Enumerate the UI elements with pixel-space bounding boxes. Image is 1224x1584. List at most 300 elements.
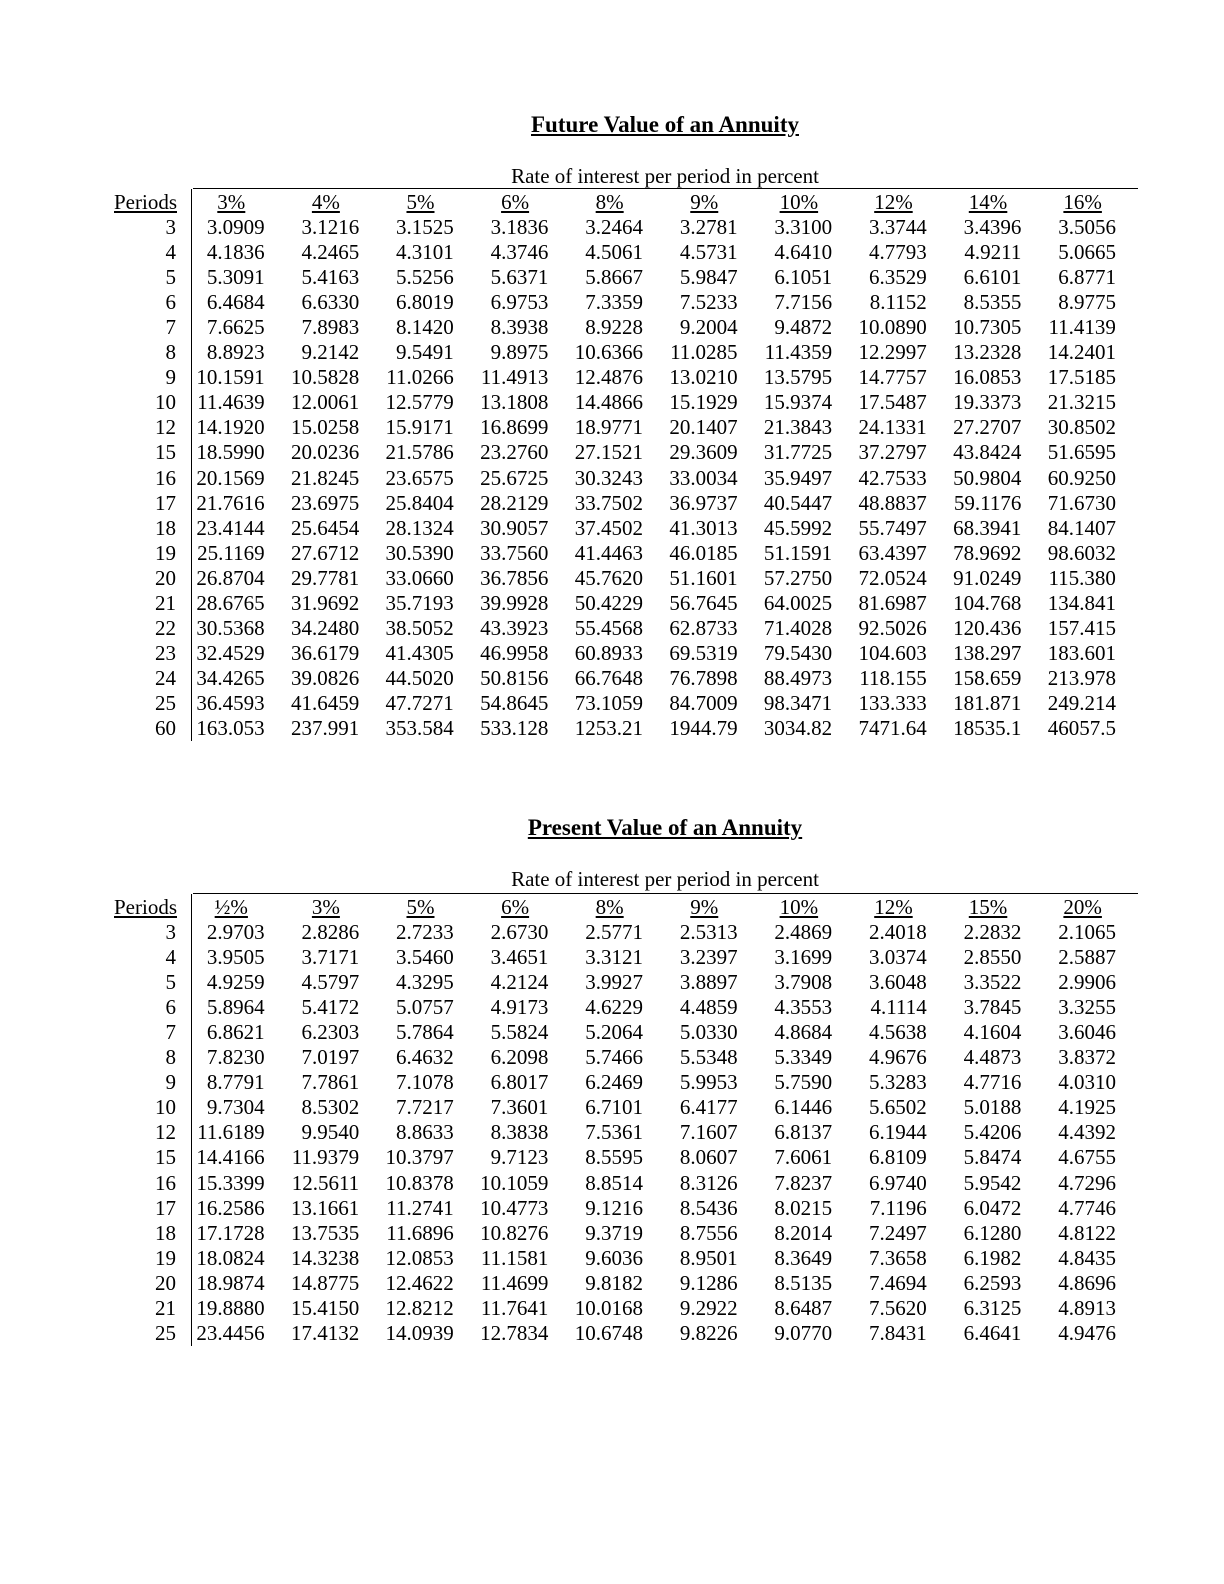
- value-cell: 5.0757: [396, 995, 454, 1020]
- value-cell: 8.3838: [490, 1120, 549, 1145]
- table-header-row: [114, 895, 1130, 920]
- value-cell: 5.3283: [869, 1070, 927, 1095]
- value-cell: 7.8237: [774, 1170, 833, 1195]
- value-cell: 11.1581: [480, 1245, 549, 1270]
- period-cell: 4: [165, 240, 176, 265]
- value-cell: 17.5185: [1047, 365, 1116, 390]
- value-cell: 68.3941: [953, 515, 1022, 540]
- value-cell: 13.0210: [669, 365, 738, 390]
- value-cell: 18.9874: [196, 1270, 265, 1295]
- table-row: [114, 215, 1130, 240]
- value-cell: 5.2064: [585, 1020, 643, 1045]
- value-cell: 36.9737: [669, 490, 738, 515]
- value-cell: 18.9771: [574, 415, 643, 440]
- table-row: [114, 1020, 1130, 1045]
- period-cell: 12: [155, 415, 176, 440]
- value-cell: 6.1051: [774, 265, 833, 290]
- value-cell: 13.1661: [290, 1195, 360, 1220]
- value-cell: 50.8156: [480, 665, 549, 690]
- period-cell: 20: [155, 1270, 176, 1295]
- value-cell: 4.2124: [490, 970, 549, 995]
- value-cell: 4.8696: [1058, 1270, 1116, 1295]
- value-cell: 11.4359: [764, 340, 833, 365]
- value-cell: 9.9540: [301, 1120, 360, 1145]
- period-cell: 9: [165, 1070, 176, 1095]
- value-cell: 2.6730: [490, 920, 549, 945]
- value-cell: 51.1591: [763, 540, 833, 565]
- value-cell: 4.2465: [301, 240, 360, 265]
- value-cell: 5.4172: [301, 995, 360, 1020]
- value-cell: 6.8019: [396, 290, 454, 315]
- value-cell: 8.3938: [490, 315, 549, 340]
- value-cell: 11.9379: [291, 1145, 360, 1170]
- table-row: [114, 1271, 1130, 1296]
- value-cell: 5.4206: [963, 1120, 1022, 1145]
- value-cell: 8.9501: [679, 1245, 738, 1270]
- value-cell: 5.6502: [869, 1095, 927, 1120]
- value-cell: 9.8182: [585, 1270, 643, 1295]
- value-cell: 4.1925: [1058, 1095, 1116, 1120]
- rate-header: 9%: [690, 190, 719, 215]
- value-cell: 51.6595: [1047, 440, 1116, 465]
- value-cell: 20.0236: [290, 440, 360, 465]
- value-cell: 3.2464: [585, 215, 643, 240]
- value-cell: 118.155: [859, 665, 927, 690]
- value-cell: 10.6748: [574, 1320, 643, 1345]
- value-cell: 39.9928: [480, 590, 549, 615]
- value-cell: 6.1446: [774, 1095, 833, 1120]
- value-cell: 84.1407: [1047, 515, 1116, 540]
- value-cell: 183.601: [1047, 640, 1116, 665]
- value-cell: 9.7304: [206, 1095, 265, 1120]
- value-cell: 31.9692: [290, 590, 360, 615]
- value-cell: 8.5355: [963, 290, 1022, 315]
- value-cell: 3.3522: [963, 970, 1022, 995]
- value-cell: 6.9753: [490, 290, 549, 315]
- value-cell: 2.8286: [301, 920, 360, 945]
- value-cell: 55.4568: [574, 615, 643, 640]
- period-cell: 24: [155, 665, 176, 690]
- value-cell: 3.4396: [963, 215, 1022, 240]
- value-cell: 15.9171: [385, 415, 454, 440]
- value-cell: 4.7793: [869, 240, 927, 265]
- table-row: [114, 1196, 1130, 1221]
- value-cell: 33.7502: [574, 490, 643, 515]
- value-cell: 4.7296: [1058, 1170, 1116, 1195]
- value-cell: 158.659: [953, 665, 1022, 690]
- period-cell: 25: [155, 690, 176, 715]
- rate-header: 4%: [311, 190, 340, 215]
- value-cell: 27.1521: [574, 440, 643, 465]
- table-row: [114, 1246, 1130, 1271]
- value-cell: 9.3719: [585, 1220, 643, 1245]
- value-cell: 7.7861: [301, 1070, 360, 1095]
- value-cell: 4.7716: [963, 1070, 1022, 1095]
- value-cell: 21.8245: [290, 465, 360, 490]
- value-cell: 11.6896: [386, 1220, 454, 1245]
- value-cell: 13.7535: [290, 1220, 360, 1245]
- value-cell: 84.7009: [669, 690, 738, 715]
- value-cell: 10.0168: [574, 1295, 643, 1320]
- value-cell: 6.1982: [963, 1245, 1022, 1270]
- value-cell: 4.5731: [679, 240, 738, 265]
- value-cell: 21.3215: [1047, 390, 1116, 415]
- value-cell: 10.1059: [480, 1170, 549, 1195]
- value-cell: 11.2741: [386, 1195, 454, 1220]
- value-cell: 10.4773: [480, 1195, 549, 1220]
- value-cell: 14.1920: [196, 415, 265, 440]
- period-cell: 10: [155, 390, 176, 415]
- rate-header: 10%: [779, 190, 819, 215]
- value-cell: 1253.21: [574, 716, 643, 740]
- value-cell: 19.8880: [196, 1295, 265, 1320]
- value-cell: 41.3013: [669, 515, 738, 540]
- value-cell: 4.1114: [870, 995, 927, 1020]
- period-cell: 7: [165, 1020, 176, 1045]
- value-cell: 8.8923: [206, 340, 265, 365]
- value-cell: 6.1280: [963, 1220, 1022, 1245]
- value-cell: 5.8667: [585, 265, 643, 290]
- value-cell: 45.5992: [763, 515, 833, 540]
- value-cell: 6.7101: [585, 1095, 643, 1120]
- value-cell: 27.6712: [290, 540, 360, 565]
- value-cell: 6.8137: [774, 1120, 833, 1145]
- value-cell: 4.9676: [869, 1045, 927, 1070]
- periods-header: Periods: [114, 895, 177, 920]
- value-cell: 3.6046: [1058, 1020, 1116, 1045]
- value-cell: 4.4859: [679, 995, 738, 1020]
- value-cell: 60.9250: [1047, 465, 1116, 490]
- table-row: [114, 641, 1130, 666]
- rate-header: 14%: [968, 190, 1008, 215]
- period-cell: 18: [155, 515, 176, 540]
- rate-header: 15%: [968, 895, 1008, 920]
- value-cell: 213.978: [1047, 665, 1116, 690]
- value-cell: 63.4397: [858, 540, 927, 565]
- value-cell: 6.4641: [963, 1320, 1022, 1345]
- value-cell: 8.3126: [679, 1170, 738, 1195]
- value-cell: 4.0310: [1058, 1070, 1116, 1095]
- rate-header: 6%: [501, 895, 530, 920]
- table-row: [114, 365, 1130, 390]
- value-cell: 6.2593: [963, 1270, 1022, 1295]
- table-row: [114, 516, 1130, 541]
- value-cell: 4.9211: [964, 240, 1022, 265]
- value-cell: 12.7834: [480, 1320, 549, 1345]
- period-cell: 17: [155, 1195, 176, 1220]
- value-cell: 15.3399: [196, 1170, 265, 1195]
- value-cell: 7.3601: [490, 1095, 549, 1120]
- value-cell: 8.0215: [774, 1195, 833, 1220]
- value-cell: 3.1699: [774, 945, 833, 970]
- value-cell: 98.6032: [1047, 540, 1116, 565]
- value-cell: 45.7620: [574, 565, 643, 590]
- value-cell: 9.7123: [490, 1145, 549, 1170]
- rate-header: 20%: [1063, 895, 1102, 920]
- value-cell: 1944.79: [669, 716, 738, 740]
- value-cell: 40.5447: [763, 490, 833, 515]
- table-row: [114, 1296, 1130, 1321]
- value-cell: 8.0607: [679, 1145, 738, 1170]
- value-cell: 6.8017: [490, 1070, 549, 1095]
- table-row: [114, 265, 1130, 290]
- value-cell: 18.0824: [196, 1245, 265, 1270]
- rate-header: 8%: [595, 190, 624, 215]
- rate-header: 6%: [501, 190, 530, 215]
- value-cell: 7.8431: [869, 1320, 927, 1345]
- value-cell: 6.2098: [490, 1045, 549, 1070]
- value-cell: 8.9228: [585, 315, 643, 340]
- value-cell: 10.8378: [385, 1170, 454, 1195]
- value-cell: 18.5990: [196, 440, 265, 465]
- table-row: [114, 1045, 1130, 1070]
- value-cell: 7471.64: [858, 716, 927, 740]
- value-cell: 6.3529: [869, 265, 927, 290]
- value-cell: 28.6765: [196, 590, 265, 615]
- value-cell: 36.6179: [290, 640, 360, 665]
- period-cell: 10: [155, 1095, 176, 1120]
- table-row: [114, 566, 1130, 591]
- value-cell: 72.0524: [858, 565, 927, 590]
- value-cell: 51.1601: [669, 565, 738, 590]
- value-cell: 21.7616: [196, 490, 265, 515]
- value-cell: 36.7856: [480, 565, 549, 590]
- period-cell: 7: [165, 315, 176, 340]
- value-cell: 14.2401: [1047, 340, 1116, 365]
- value-cell: 10.0890: [858, 315, 927, 340]
- value-cell: 13.2328: [953, 340, 1022, 365]
- table-row: [114, 390, 1130, 415]
- value-cell: 34.2480: [290, 615, 360, 640]
- value-cell: 79.5430: [763, 640, 833, 665]
- value-cell: 7.5233: [679, 290, 738, 315]
- value-cell: 9.6036: [585, 1245, 643, 1270]
- period-cell: 9: [165, 365, 176, 390]
- value-cell: 3.1836: [490, 215, 549, 240]
- value-cell: 7.4694: [869, 1270, 927, 1295]
- value-cell: 57.2750: [763, 565, 833, 590]
- value-cell: 5.6371: [490, 265, 549, 290]
- value-cell: 41.4305: [385, 640, 454, 665]
- value-cell: 4.6755: [1058, 1145, 1116, 1170]
- value-cell: 12.0853: [385, 1245, 454, 1270]
- value-cell: 4.9173: [490, 995, 549, 1020]
- value-cell: 7.6061: [774, 1145, 833, 1170]
- table-row: [114, 1095, 1130, 1120]
- value-cell: 31.7725: [763, 440, 833, 465]
- value-cell: 25.6454: [290, 515, 360, 540]
- value-cell: 3034.82: [763, 716, 833, 740]
- value-cell: 4.9476: [1058, 1320, 1116, 1345]
- value-cell: 533.128: [480, 716, 549, 740]
- value-cell: 50.4229: [574, 590, 643, 615]
- value-cell: 8.7556: [679, 1220, 738, 1245]
- value-cell: 7.8230: [206, 1045, 265, 1070]
- value-cell: 7.3658: [869, 1245, 927, 1270]
- value-cell: 3.9927: [585, 970, 643, 995]
- value-cell: 60.8933: [574, 640, 643, 665]
- table-row: [114, 340, 1130, 365]
- value-cell: 39.0826: [290, 665, 360, 690]
- value-cell: 11.6189: [197, 1120, 265, 1145]
- value-cell: 3.1216: [301, 215, 360, 240]
- value-cell: 5.5256: [396, 265, 454, 290]
- future-value-table: [114, 190, 1130, 741]
- value-cell: 91.0249: [953, 565, 1022, 590]
- value-cell: 4.8122: [1058, 1220, 1116, 1245]
- value-cell: 2.2832: [963, 920, 1022, 945]
- value-cell: 3.6048: [869, 970, 927, 995]
- value-cell: 2.5771: [585, 920, 643, 945]
- value-cell: 4.4392: [1058, 1120, 1116, 1145]
- value-cell: 73.1059: [574, 690, 643, 715]
- value-cell: 3.7908: [774, 970, 833, 995]
- value-cell: 48.8837: [858, 490, 927, 515]
- period-cell: 22: [155, 615, 176, 640]
- period-cell: 16: [155, 1170, 176, 1195]
- value-cell: 50.9804: [953, 465, 1022, 490]
- value-cell: 3.3100: [774, 215, 833, 240]
- rate-header: 5%: [406, 895, 435, 920]
- value-cell: 4.3101: [396, 240, 454, 265]
- value-cell: 11.4639: [197, 390, 265, 415]
- value-cell: 27.2707: [953, 415, 1022, 440]
- value-cell: 12.8212: [385, 1295, 454, 1320]
- value-cell: 4.5638: [869, 1020, 927, 1045]
- value-cell: 3.2781: [679, 215, 738, 240]
- value-cell: 17.4132: [290, 1320, 360, 1345]
- value-cell: 35.9497: [763, 465, 833, 490]
- value-cell: 28.1324: [385, 515, 454, 540]
- period-cell: 16: [155, 465, 176, 490]
- value-cell: 7.1196: [869, 1195, 927, 1220]
- value-cell: 64.0025: [763, 590, 833, 615]
- value-cell: 6.6330: [301, 290, 360, 315]
- rate-header: 5%: [406, 190, 435, 215]
- value-cell: 6.2303: [301, 1020, 360, 1045]
- table-row: [114, 1120, 1130, 1145]
- present-value-title: Present Value of an Annuity: [527, 815, 803, 840]
- value-cell: 4.3295: [396, 970, 454, 995]
- value-cell: 17.5487: [858, 390, 927, 415]
- value-cell: 78.9692: [953, 540, 1022, 565]
- value-cell: 23.2760: [480, 440, 549, 465]
- value-cell: 13.1808: [480, 390, 549, 415]
- value-cell: 2.5887: [1058, 945, 1116, 970]
- value-cell: 46.9958: [480, 640, 549, 665]
- value-cell: 104.768: [953, 590, 1022, 615]
- value-cell: 8.3649: [774, 1245, 833, 1270]
- value-cell: 9.5491: [396, 340, 454, 365]
- value-cell: 134.841: [1047, 590, 1116, 615]
- value-cell: 4.8435: [1058, 1245, 1116, 1270]
- value-cell: 14.3238: [290, 1245, 360, 1270]
- table-row: [114, 716, 1130, 741]
- value-cell: 16.2586: [196, 1195, 265, 1220]
- value-cell: 5.9542: [963, 1170, 1022, 1195]
- value-cell: 25.8404: [385, 490, 454, 515]
- value-cell: 15.0258: [290, 415, 360, 440]
- value-cell: 9.1286: [679, 1270, 738, 1295]
- value-cell: 9.2142: [301, 340, 360, 365]
- rate-header: 12%: [874, 190, 913, 215]
- period-cell: 60: [155, 716, 176, 740]
- value-cell: 20.1569: [196, 465, 265, 490]
- value-cell: 81.6987: [858, 590, 927, 615]
- table-row: [114, 240, 1130, 265]
- value-cell: 55.7497: [858, 515, 927, 540]
- value-cell: 26.8704: [196, 565, 265, 590]
- table-row: [114, 1171, 1130, 1196]
- period-cell: 17: [155, 490, 176, 515]
- value-cell: 6.2469: [585, 1070, 643, 1095]
- table-row: [114, 290, 1130, 315]
- value-cell: 8.5135: [774, 1270, 833, 1295]
- value-cell: 2.7233: [396, 920, 454, 945]
- value-cell: 25.6725: [480, 465, 549, 490]
- value-cell: 21.5786: [385, 440, 454, 465]
- value-cell: 133.333: [858, 690, 927, 715]
- value-cell: 115.380: [1048, 565, 1116, 590]
- value-cell: 8.9775: [1058, 290, 1116, 315]
- value-cell: 4.1836: [206, 240, 265, 265]
- future-value-title: Future Value of an Annuity: [531, 112, 799, 137]
- value-cell: 17.1728: [196, 1220, 265, 1245]
- value-cell: 7.5361: [585, 1120, 643, 1145]
- value-cell: 8.7791: [206, 1070, 265, 1095]
- value-cell: 9.2922: [679, 1295, 738, 1320]
- period-cell: 20: [155, 565, 176, 590]
- rate-header: 9%: [690, 895, 719, 920]
- period-cell: 8: [165, 340, 176, 365]
- value-cell: 4.1604: [963, 1020, 1022, 1045]
- period-cell: 3: [165, 920, 176, 945]
- value-cell: 30.5368: [196, 615, 265, 640]
- table-row: [114, 920, 1130, 945]
- value-cell: 11.7641: [480, 1295, 549, 1320]
- value-cell: 76.7898: [669, 665, 738, 690]
- value-cell: 92.5026: [858, 615, 927, 640]
- value-cell: 98.3471: [763, 690, 833, 715]
- value-cell: 36.4593: [196, 690, 265, 715]
- value-cell: 43.8424: [953, 440, 1022, 465]
- table-row: [114, 440, 1130, 465]
- value-cell: 71.6730: [1047, 490, 1116, 515]
- value-cell: 30.9057: [480, 515, 549, 540]
- value-cell: 4.8913: [1058, 1295, 1116, 1320]
- period-cell: 15: [155, 1145, 176, 1170]
- value-cell: 3.4651: [490, 945, 549, 970]
- value-cell: 3.8897: [679, 970, 738, 995]
- value-cell: 5.7466: [585, 1045, 643, 1070]
- value-cell: 30.8502: [1047, 415, 1116, 440]
- value-cell: 8.5302: [301, 1095, 360, 1120]
- value-cell: 11.4913: [480, 365, 549, 390]
- table-row: [114, 1070, 1130, 1095]
- future-value-header-rule: [193, 188, 1138, 189]
- value-cell: 5.8474: [963, 1145, 1022, 1170]
- value-cell: 5.8964: [206, 995, 265, 1020]
- value-cell: 8.6487: [774, 1295, 833, 1320]
- table-row: [114, 691, 1130, 716]
- value-cell: 3.5056: [1058, 215, 1116, 240]
- value-cell: 249.214: [1047, 690, 1116, 715]
- value-cell: 6.1944: [869, 1120, 927, 1145]
- value-cell: 7.1078: [396, 1070, 454, 1095]
- value-cell: 4.7746: [1058, 1195, 1116, 1220]
- value-cell: 3.3744: [869, 215, 927, 240]
- value-cell: 7.7156: [774, 290, 833, 315]
